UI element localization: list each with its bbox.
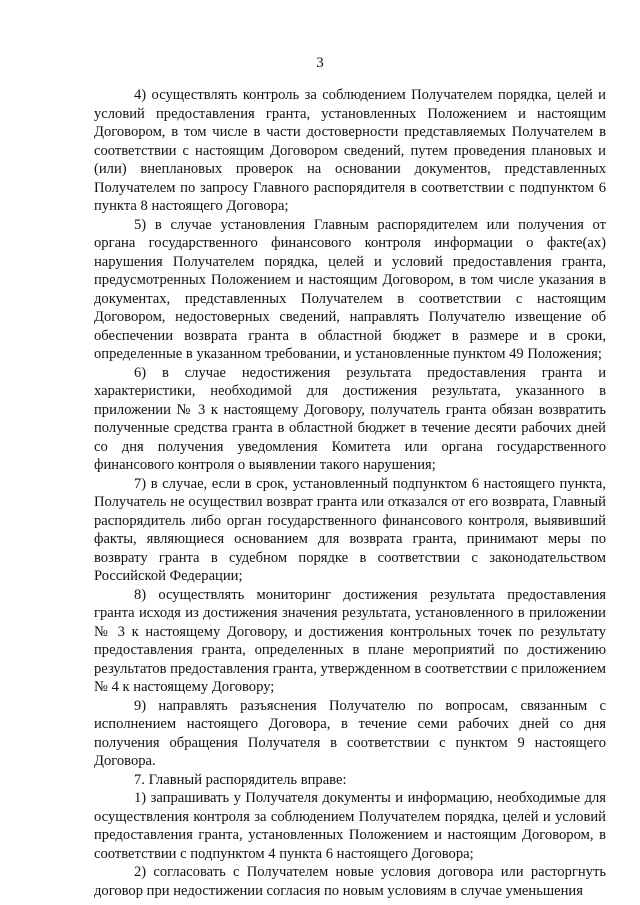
paragraph-clause-6-5: 5) в случае установления Главным распорядителем или получения от органа государственного финансового контроля информации о факте(ах) нарушения Получателем порядка, целей и условий предоставления гранта, предусмотренных Положением и настоящим Договором, в том числе указания в документах, представленных Получателем в соответствии с настоящим Договором, недостоверных сведений, направлять Получателю извещение об обеспечении возврата гранта в областной бюджет в размере и в сроки, определенные в указанном требовании, и установленные пунктом 49 Положения; bbox=[94, 216, 606, 362]
paragraph-clause-6-6: 6) в случае недостижения результата предоставления гранта и характеристики, необходимой для достижения результата, указанного в приложении № 3 к настоящему Договору, получатель гранта обязан возвратить полученные средства гранта в областной бюджет в течение десяти рабочих дней со дня получения уведомления Комитета или органа государственного финансового контроля о выявлении такого нарушения; bbox=[94, 364, 606, 473]
section-heading-7: 7. Главный распорядитель вправе: bbox=[134, 771, 347, 788]
paragraph-clause-6-7: 7) в случае, если в срок, установленный подпунктом 6 настоящего пункта, Получатель не осуществил возврат гранта или отказался от его возврата, Главный распорядитель либо орган государственного финансового контроля, выявивший факты, являющиеся основанием для возврата гранта, принимают меры по возврату гранта в судебном порядке в соответствии с законодательством Российской Федерации; bbox=[94, 475, 606, 584]
paragraph-clause-6-4: 4) осуществлять контроль за соблюдением Получателем порядка, целей и условий предоставления гранта, установленных Положением и настоящим Договором, в том числе в части достоверности представляемых Получателем в соответствии с настоящим Договором сведений, путем проведения плановых и (или) внеплановых проверок на основании документов, представленных Получателем по запросу Главного распорядителя в соответствии с подпунктом 6 пункта 8 настоящего Договора; bbox=[94, 87, 606, 214]
paragraph-clause-6-8: 8) осуществлять мониторинг достижения результата предоставления гранта исходя из достижения значения результата, установленного в приложении № 3 к настоящему Договору, и достижения контрольных точек по результату предоставления гранта, определенных в плане мероприятий по достижению результатов предоставления гранта, утвержденном в соответствии с приложением № 4 к настоящему Договору; bbox=[94, 586, 606, 695]
paragraph-clause-7-1: 1) запрашивать у Получателя документы и информацию, необходимые для осуществления контроля за соблюдением Получателем порядка, целей и условий предоставления гранта, установленных Положением и настоящим Договором, в соответствии с подпунктом 4 пункта 6 настоящего Договора; bbox=[94, 790, 606, 862]
document-body bbox=[94, 86, 606, 900]
page-number: 3 bbox=[316, 55, 324, 71]
paragraph-clause-7-2: 2) согласовать с Получателем новые условия договора или расторгнуть договор при недостижении согласия по новым условиям в случае уменьшения bbox=[94, 864, 606, 899]
paragraph-clause-6-9: 9) направлять разъяснения Получателю по вопросам, связанным с исполнением настоящего Договора, в течение семи рабочих дней со дня получения обращения Получателя в соответствии с пунктом 9 настоящего Договора. bbox=[94, 697, 606, 769]
